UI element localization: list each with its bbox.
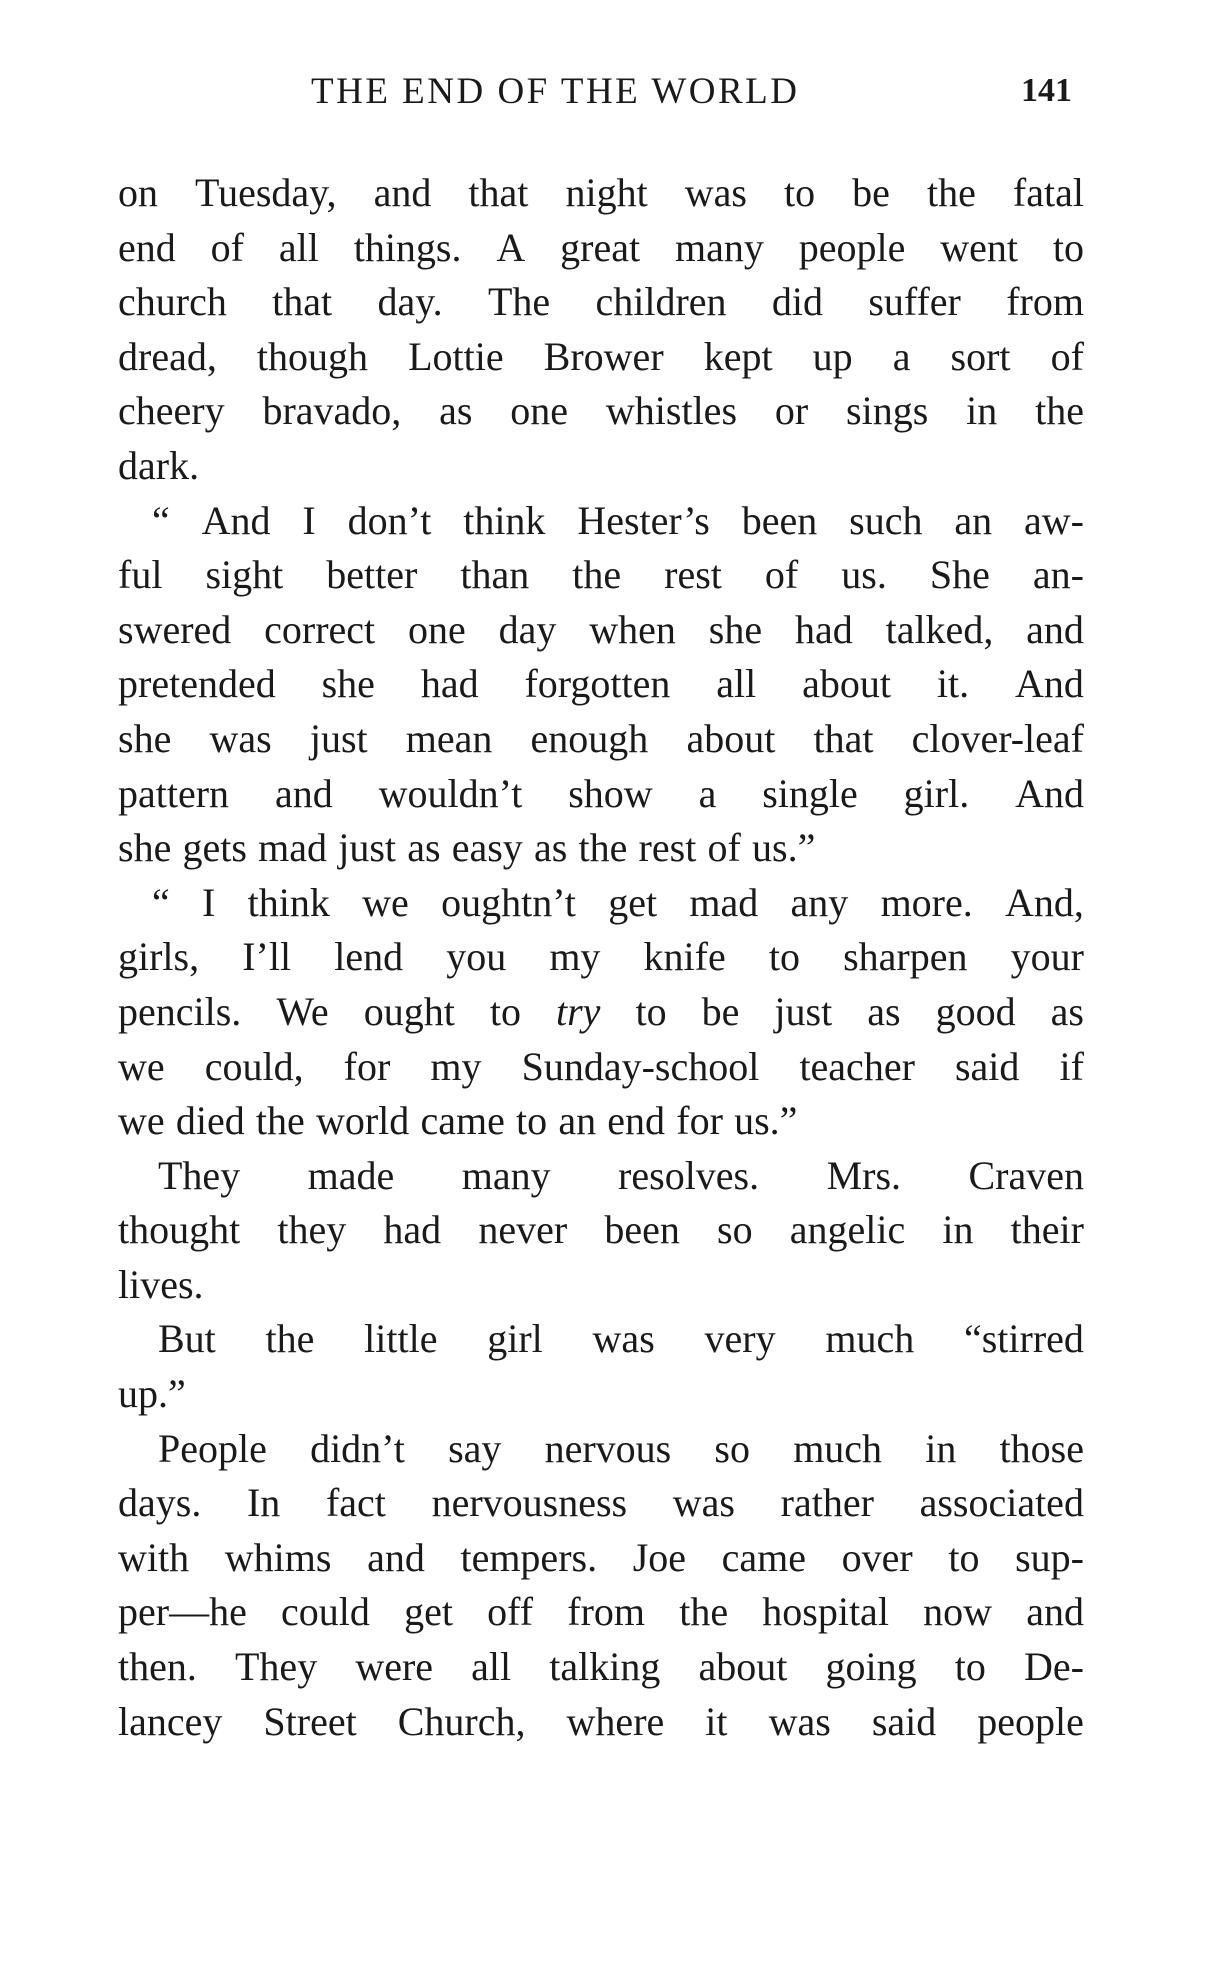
word: much [825, 1316, 915, 1362]
word: swered [118, 606, 232, 652]
text-line [118, 221, 1084, 276]
word: tempers. [460, 1534, 598, 1580]
word: think [463, 497, 546, 543]
word: you [446, 934, 507, 980]
word: people [977, 1698, 1084, 1744]
word: to [489, 988, 521, 1034]
word: us.” [734, 1098, 798, 1144]
word: more. [880, 879, 973, 925]
word: been [604, 1207, 680, 1253]
word: on [118, 170, 158, 215]
paragraph [118, 1149, 1084, 1313]
word: I [202, 879, 216, 925]
word: going [825, 1644, 917, 1690]
word: church [118, 279, 227, 325]
word: and [373, 170, 432, 215]
word: us. [841, 552, 887, 598]
word: per—he [118, 1589, 247, 1635]
word: as [1050, 988, 1084, 1034]
word: had [794, 606, 853, 652]
word: clover-leaf [911, 715, 1084, 761]
word: now [923, 1589, 993, 1635]
word: all [471, 1644, 512, 1690]
text-line [118, 1094, 1084, 1149]
text-line [118, 330, 1084, 385]
word: Street [263, 1698, 357, 1744]
word: just [309, 715, 368, 761]
word: it. [936, 661, 970, 707]
word: so [714, 1425, 750, 1471]
word: and [1026, 606, 1084, 652]
word: or [774, 388, 809, 434]
word: in [942, 1207, 974, 1253]
word: knife [643, 934, 726, 980]
word: good [935, 988, 1016, 1034]
word: the [265, 1316, 315, 1362]
word: talking [549, 1644, 661, 1690]
word: an [558, 1098, 597, 1144]
word: were [355, 1644, 434, 1690]
word: that [813, 715, 874, 761]
text-line [118, 821, 1084, 876]
word: resolves. [618, 1152, 760, 1198]
word: show [568, 770, 653, 816]
word: In [246, 1480, 281, 1526]
word: fatal [1012, 170, 1084, 215]
word: where [566, 1698, 665, 1744]
word: with [118, 1534, 190, 1580]
word: mad [258, 825, 328, 871]
word: than [460, 552, 530, 598]
word: said [871, 1698, 937, 1744]
text-line [118, 1695, 1084, 1750]
word: fact [325, 1480, 386, 1526]
word: of [1050, 333, 1084, 379]
word: lives. [118, 1261, 204, 1307]
word: forgotten [524, 661, 671, 707]
word: those [999, 1425, 1084, 1471]
word: single [762, 770, 858, 816]
word: and [367, 1534, 425, 1580]
word: their [1010, 1207, 1084, 1253]
word: as [533, 825, 568, 871]
word: many [461, 1152, 551, 1198]
word: cheery [118, 388, 225, 434]
word: Tuesday, [195, 170, 337, 215]
word: was [672, 1480, 735, 1526]
book-page [118, 60, 1084, 1749]
word: girl. [903, 770, 970, 816]
word: associated [919, 1480, 1084, 1526]
word: pretended [118, 661, 276, 707]
paragraph [118, 166, 1084, 494]
text-line [118, 1422, 1084, 1477]
word: died [175, 1098, 245, 1144]
word: sings [846, 388, 929, 434]
word: think [247, 879, 330, 925]
word: we [118, 1043, 165, 1089]
word: in [966, 388, 998, 434]
text-line [118, 1476, 1084, 1531]
word: was [768, 1698, 831, 1744]
word: and [1026, 1589, 1084, 1635]
word: little [364, 1316, 438, 1362]
word: for [343, 1043, 391, 1089]
word: all [278, 224, 319, 270]
word: kept [703, 333, 773, 379]
word: people [798, 224, 906, 270]
word: Church, [397, 1698, 526, 1744]
word: be [852, 170, 890, 215]
text-line [118, 166, 1084, 221]
word: mad [689, 879, 759, 925]
word: was [592, 1316, 655, 1362]
word: could, [204, 1043, 304, 1089]
word: world [315, 1098, 410, 1144]
word: from [567, 1589, 646, 1635]
word: went [940, 224, 1018, 270]
text-line [118, 930, 1084, 985]
word: And [1015, 661, 1084, 707]
word: from [1006, 279, 1084, 325]
text-line [118, 1040, 1084, 1095]
word: dread, [118, 333, 217, 379]
word: just [774, 988, 833, 1034]
word: But [158, 1316, 216, 1362]
word: day. [377, 279, 443, 325]
word: better [326, 552, 418, 598]
word: when [589, 606, 676, 652]
word: thought [118, 1207, 241, 1253]
word: about [802, 661, 892, 707]
word: aw- [1023, 497, 1084, 543]
word: enough [530, 715, 649, 761]
word: get [404, 1589, 453, 1635]
word: she [321, 661, 375, 707]
word: so [717, 1207, 753, 1253]
word: was [684, 170, 747, 215]
word: sup- [1015, 1534, 1084, 1580]
word: of [210, 224, 244, 270]
word: a [892, 333, 911, 379]
word: any [790, 879, 849, 925]
word: Hester’s [577, 497, 710, 543]
word: wouldn’t [378, 770, 523, 816]
word: Lottie [408, 333, 504, 379]
word: the [255, 1098, 305, 1144]
word: to [1052, 224, 1084, 270]
word: day [498, 606, 557, 652]
word: much [793, 1425, 883, 1471]
word: that [272, 279, 333, 325]
paragraph [118, 1422, 1084, 1750]
word: I [302, 497, 316, 543]
word: they [277, 1207, 347, 1253]
word: “ [152, 497, 170, 543]
word: lancey [118, 1698, 223, 1744]
word: And [201, 497, 271, 543]
running-head [118, 60, 1084, 126]
text-line [118, 384, 1084, 439]
word: whims [224, 1534, 332, 1580]
word: easy [451, 825, 523, 871]
word: rest [638, 825, 697, 871]
word: the [679, 1589, 729, 1635]
word: night [565, 170, 648, 215]
word: if [1059, 1043, 1084, 1089]
word: angelic [789, 1207, 906, 1253]
word: about [698, 1644, 788, 1690]
word: it [705, 1698, 728, 1744]
word: People [158, 1425, 267, 1471]
word: end [118, 224, 176, 270]
word: nervous [544, 1425, 672, 1471]
word: as [407, 825, 441, 871]
word: And, [1005, 879, 1084, 925]
word: be [701, 988, 740, 1034]
text-line [118, 494, 1084, 549]
word: great [560, 224, 641, 270]
word: off [487, 1589, 534, 1635]
word: never [478, 1207, 568, 1253]
word: of [764, 552, 799, 598]
word: the [1035, 388, 1084, 434]
word: came [721, 1534, 807, 1580]
word: had [383, 1207, 442, 1253]
paragraph [118, 494, 1084, 876]
text-line [118, 876, 1084, 931]
text-line [118, 548, 1084, 603]
word: she [708, 606, 763, 652]
word: Sunday-school [521, 1043, 760, 1089]
text-line [118, 1585, 1084, 1640]
word: correct [264, 606, 376, 652]
text-line [118, 1640, 1084, 1695]
word: a [698, 770, 717, 816]
word: the [578, 825, 628, 871]
word: been [741, 497, 818, 543]
word: I’ll [242, 934, 292, 980]
word: such [849, 497, 923, 543]
word: about [686, 715, 776, 761]
word: to [948, 1534, 980, 1580]
text-line [118, 1203, 1084, 1258]
word: girl [487, 1316, 543, 1362]
word: we [362, 879, 409, 925]
word: suffer [868, 279, 961, 325]
word: to [768, 934, 800, 980]
word: A [496, 224, 526, 270]
emphasized-word: try [556, 988, 601, 1034]
word: one [510, 388, 569, 434]
body-text [118, 166, 1084, 1749]
page-number: 141 [1021, 72, 1072, 109]
word: say [448, 1425, 502, 1471]
word: for [676, 1098, 723, 1144]
word: They [158, 1152, 241, 1198]
word: Joe [632, 1534, 687, 1580]
word: as [439, 388, 473, 434]
word: The [487, 279, 551, 325]
text-line [118, 275, 1084, 330]
word: We [276, 988, 329, 1034]
word: nervousness [431, 1480, 628, 1526]
word: though [256, 333, 369, 379]
word: And [1015, 770, 1084, 816]
word: hospital [762, 1589, 889, 1635]
text-line [118, 767, 1084, 822]
word: children [595, 279, 727, 325]
word: ought [363, 988, 455, 1034]
word: then. [118, 1644, 197, 1690]
word: pattern [118, 770, 230, 816]
word: just [338, 825, 396, 871]
word: didn’t [310, 1425, 405, 1471]
word: as [867, 988, 901, 1034]
word: and [274, 770, 333, 816]
text-line [118, 657, 1084, 712]
text-line [118, 712, 1084, 767]
word: my [430, 1043, 482, 1089]
word: bravado, [262, 388, 402, 434]
word: to [516, 1098, 548, 1144]
word: oughtn’t [441, 879, 576, 925]
word: up [812, 333, 853, 379]
word: ful [118, 552, 163, 598]
text-line [118, 1149, 1084, 1204]
text-line [118, 1531, 1084, 1586]
word: the [572, 552, 622, 598]
text-line [118, 1367, 1084, 1422]
word: They [235, 1644, 318, 1690]
word: gets [182, 825, 247, 871]
word: an [954, 497, 993, 543]
word: to [954, 1644, 986, 1690]
text-line-with-emphasis [118, 985, 1084, 1040]
word: us.” [752, 825, 816, 871]
paragraph [118, 1312, 1084, 1421]
paragraph [118, 876, 1084, 1149]
word: sight [205, 552, 284, 598]
word: days. [118, 1480, 202, 1526]
word: rest [664, 552, 722, 598]
word: things. [353, 224, 462, 270]
word: rather [780, 1480, 874, 1526]
word: your [1010, 934, 1084, 980]
word: had [420, 661, 479, 707]
word: talked, [885, 606, 994, 652]
word: don’t [347, 497, 432, 543]
text-line [118, 603, 1084, 658]
word: over [841, 1534, 913, 1580]
word: teacher [799, 1043, 915, 1089]
word: She [929, 552, 990, 598]
word: mean [405, 715, 493, 761]
word: lend [334, 934, 404, 980]
word: dark. [118, 442, 200, 488]
word: up.” [118, 1371, 186, 1417]
word: “ [152, 879, 170, 925]
word: very [704, 1316, 776, 1362]
word: “stirred [963, 1316, 1084, 1362]
word: all [716, 661, 757, 707]
word: we [118, 1098, 165, 1144]
word: did [771, 279, 823, 325]
word: she [118, 825, 172, 871]
word: an- [1032, 552, 1084, 598]
word: one [408, 606, 466, 652]
word: Mrs. [826, 1152, 902, 1198]
word: De- [1023, 1644, 1084, 1690]
word: end [607, 1098, 666, 1144]
text-line [118, 439, 1084, 494]
word: the [926, 170, 976, 215]
word: she [118, 715, 172, 761]
text-line [118, 1258, 1084, 1313]
word: in [925, 1425, 957, 1471]
word: that [468, 170, 529, 215]
word: sort [950, 333, 1011, 379]
word: girls, [118, 934, 200, 980]
word: to [784, 170, 816, 215]
word: could [281, 1589, 370, 1635]
word: to [635, 988, 667, 1034]
word: get [608, 879, 658, 925]
word: of [707, 825, 741, 871]
running-title: THE END OF THE WORLD [311, 71, 800, 112]
word: Craven [968, 1152, 1084, 1198]
word: came [420, 1098, 505, 1144]
word: my [549, 934, 601, 980]
word: pencils. [118, 988, 242, 1034]
text-line [118, 1312, 1084, 1367]
word: was [209, 715, 272, 761]
word: many [674, 224, 764, 270]
word: made [307, 1152, 395, 1198]
word: whistles [605, 388, 738, 434]
word: Brower [543, 333, 664, 379]
word: said [954, 1043, 1020, 1089]
word: sharpen [843, 934, 968, 980]
